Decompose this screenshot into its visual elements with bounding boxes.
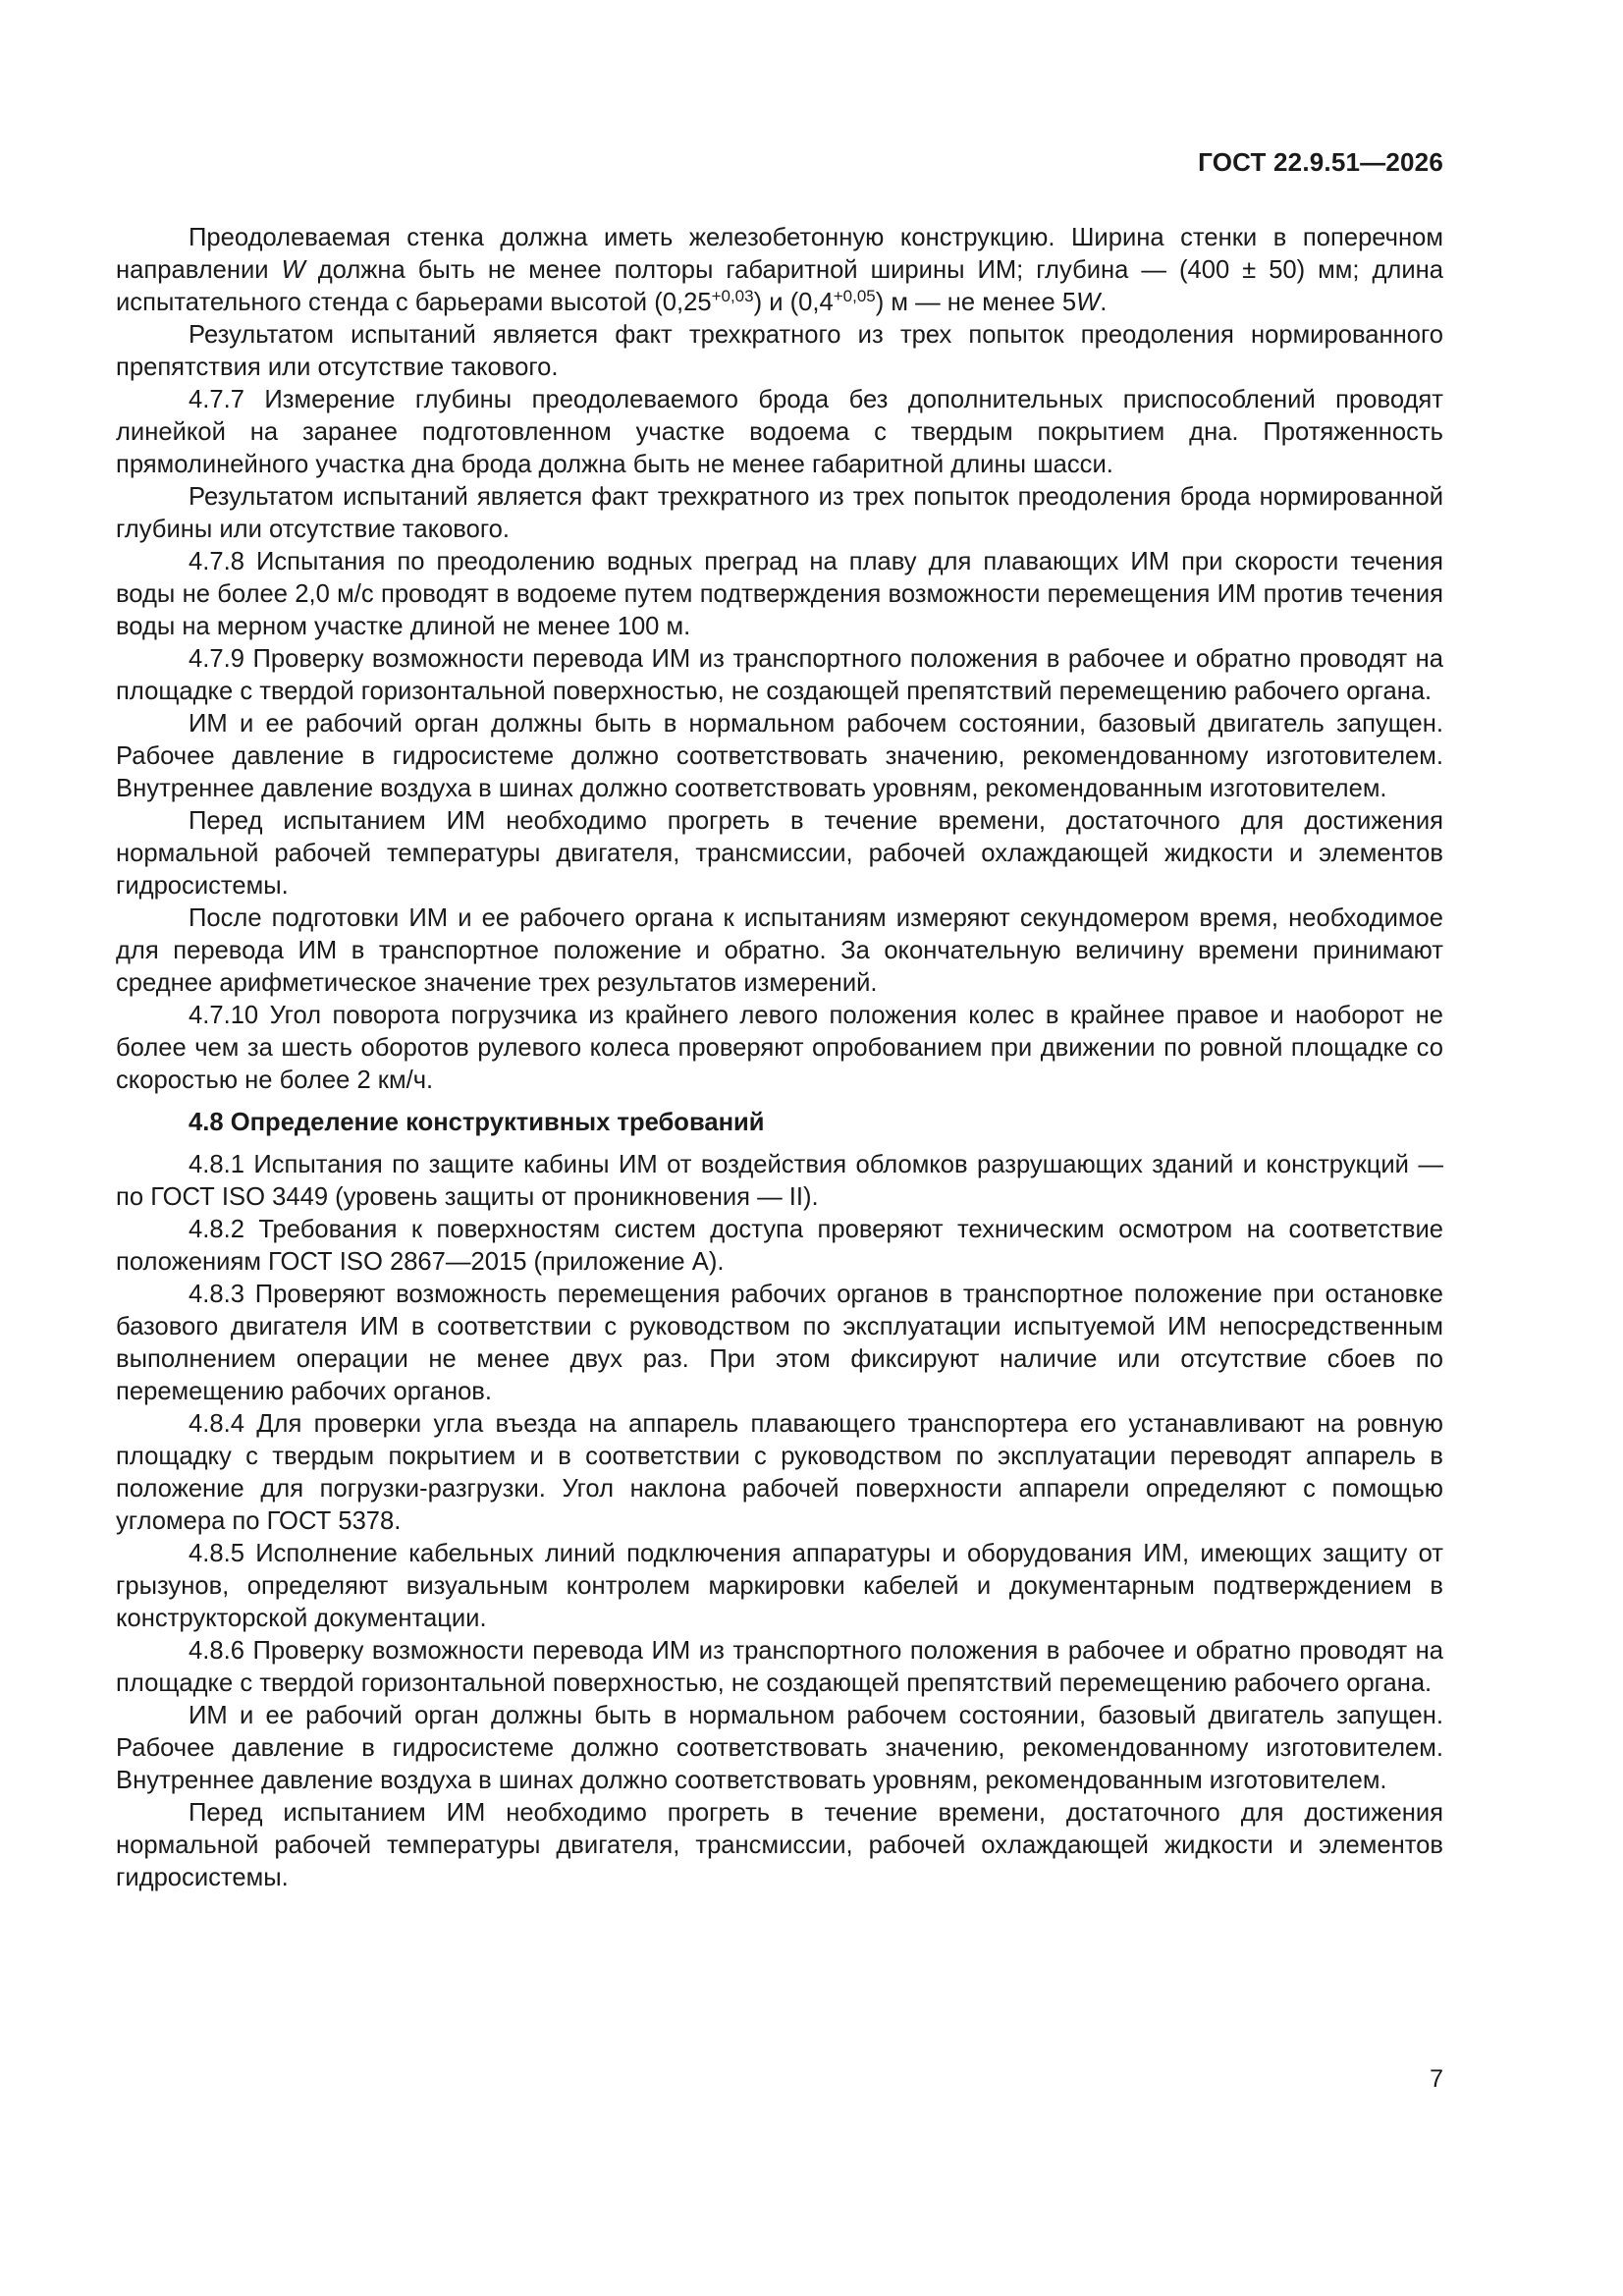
paragraph-wall-specification: Преодолеваемая стенка должна иметь железобетонную конструкцию. Ширина стенки в поперечном направлении W должна быть не менее полторы габаритной ширины ИМ; глубина — (400 ± 50) мм; длина испытательного стенда с барьерами высотой $(0,25^{+0,03})$ и $(0,4^{+0,05})$ м — не менее 5W. <box>116 224 1443 316</box>
paragraph-4-8-2: 4.8.2 Требования к поверхностям систем доступа проверяют техническим осмотром на соответствие положениям ГОСТ ISO 2867—2015 (приложение А). <box>116 1216 1443 1276</box>
paragraph-4-8-3: 4.8.3 Проверяют возможность перемещения рабочих органов в транспортное положение при остановке базового двигателя ИМ в соответствии с руководством по эксплуатации испытуемой ИМ непосредственным выполнением операции не менее двух раз. При этом фиксируют наличие или отсутствие сбоев по перемещению рабочих органов. <box>116 1281 1443 1405</box>
paragraph-4-8-6: 4.8.6 Проверку возможности перевода ИМ из транспортного положения в рабочее и обратно проводят на площадке с твердой горизонтальной поверхностью, не создающей препятствий перемещению рабочего органа. <box>116 1637 1443 1697</box>
paragraph-warm-up-2: Перед испытанием ИМ необходимо прогреть в течение времени, достаточного для достижения нормальной рабочей температуры двигателя, трансмиссии, рабочей охлаждающей жидкости и элементов гидросистемы. <box>116 1799 1443 1891</box>
paragraph-4-7-10: 4.7.10 Угол поворота погрузчика из крайнего левого положения колес в крайнее правое и наоборот не более чем за шесть оборотов рулевого колеса проверяют опробованием при движении по ровной площадке со скоростью не более 2 км/ч. <box>116 1002 1443 1094</box>
page-number: 7 <box>1430 2065 1443 2093</box>
page-body <box>116 222 1443 1894</box>
section-heading-4-8: 4.8 Определение конструктивных требований <box>189 1109 765 1136</box>
paragraph-working-state: ИМ и ее рабочий орган должны быть в нормальном рабочем состоянии, базовый двигатель запущен. Рабочее давление в гидросистеме должно соответствовать значению, рекомендованному изготовителем. Внутреннее давление воздуха в шинах должно соответствовать уровням, рекомендованным изготовителем. <box>116 710 1443 802</box>
paragraph-warm-up: Перед испытанием ИМ необходимо прогреть в течение времени, достаточного для достижения нормальной рабочей температуры двигателя, трансмиссии, рабочей охлаждающей жидкости и элементов гидросистемы. <box>116 807 1443 900</box>
paragraph-4-8-5: 4.8.5 Исполнение кабельных линий подключения аппаратуры и оборудования ИМ, имеющих защиту от грызунов, определяют визуальным контролем маркировки кабелей и документарным подтверждением в конструкторской документации. <box>116 1540 1443 1632</box>
document-code-header: ГОСТ 22.9.51—2026 <box>1198 147 1443 177</box>
paragraph-wall-result: Результатом испытаний является факт трехкратного из трех попыток преодоления нормированного препятствия или отсутствие такового. <box>116 321 1443 381</box>
paragraph-time-measurement: После подготовки ИМ и ее рабочего органа к испытаниям измеряют секундомером время, необходимое для перевода ИМ в транспортное положение и обратно. За окончательную величину времени принимают среднее арифметическое значение трех результатов измерений. <box>116 904 1443 997</box>
paragraph-ford-result: Результатом испытаний является факт трехкратного из трех попыток преодоления брода нормированной глубины или отсутствие такового. <box>116 483 1443 543</box>
paragraph-4-7-7: 4.7.7 Измерение глубины преодолеваемого брода без дополнительных приспособлений проводят линейкой на заранее подготовленном участке водоема с твердым покрытием дна. Протяженность прямолинейного участка дна брода должна быть не менее габаритной длины шасси. <box>116 386 1443 478</box>
paragraph-working-state-2: ИМ и ее рабочий орган должны быть в нормальном рабочем состоянии, базовый двигатель запущен. Рабочее давление в гидросистеме должно соответствовать значению, рекомендованному изготовителем. Внутреннее давление воздуха в шинах должно соответствовать уровням, рекомендованным изготовителем. <box>116 1702 1443 1794</box>
paragraph-4-8-4: 4.8.4 Для проверки угла въезда на аппарель плавающего транспортера его устанавливают на ровную площадку с твердым покрытием и в соответствии с руководством по эксплуатации переводят аппарель в положение для погрузки-разгрузки. Угол наклона рабочей поверхности аппарели определяют с помощью угломера по ГОСТ 5378. <box>116 1410 1443 1535</box>
paragraph-4-7-9: 4.7.9 Проверку возможности перевода ИМ из транспортного положения в рабочее и обратно проводят на площадке с твердой горизонтальной поверхностью, не создающей препятствий перемещению рабочего органа. <box>116 645 1443 705</box>
paragraph-4-8-1: 4.8.1 Испытания по защите кабины ИМ от воздействия обломков разрушающих зданий и конструкций — по ГОСТ ISO 3449 (уровень защиты от проникновения — II). <box>116 1151 1443 1211</box>
paragraph-4-7-8: 4.7.8 Испытания по преодолению водных преград на плаву для плавающих ИМ при скорости течения воды не более 2,0 м/с проводят в водоеме путем подтверждения возможности перемещения ИМ против течения воды на мерном участке длиной не менее 100 м. <box>116 548 1443 640</box>
